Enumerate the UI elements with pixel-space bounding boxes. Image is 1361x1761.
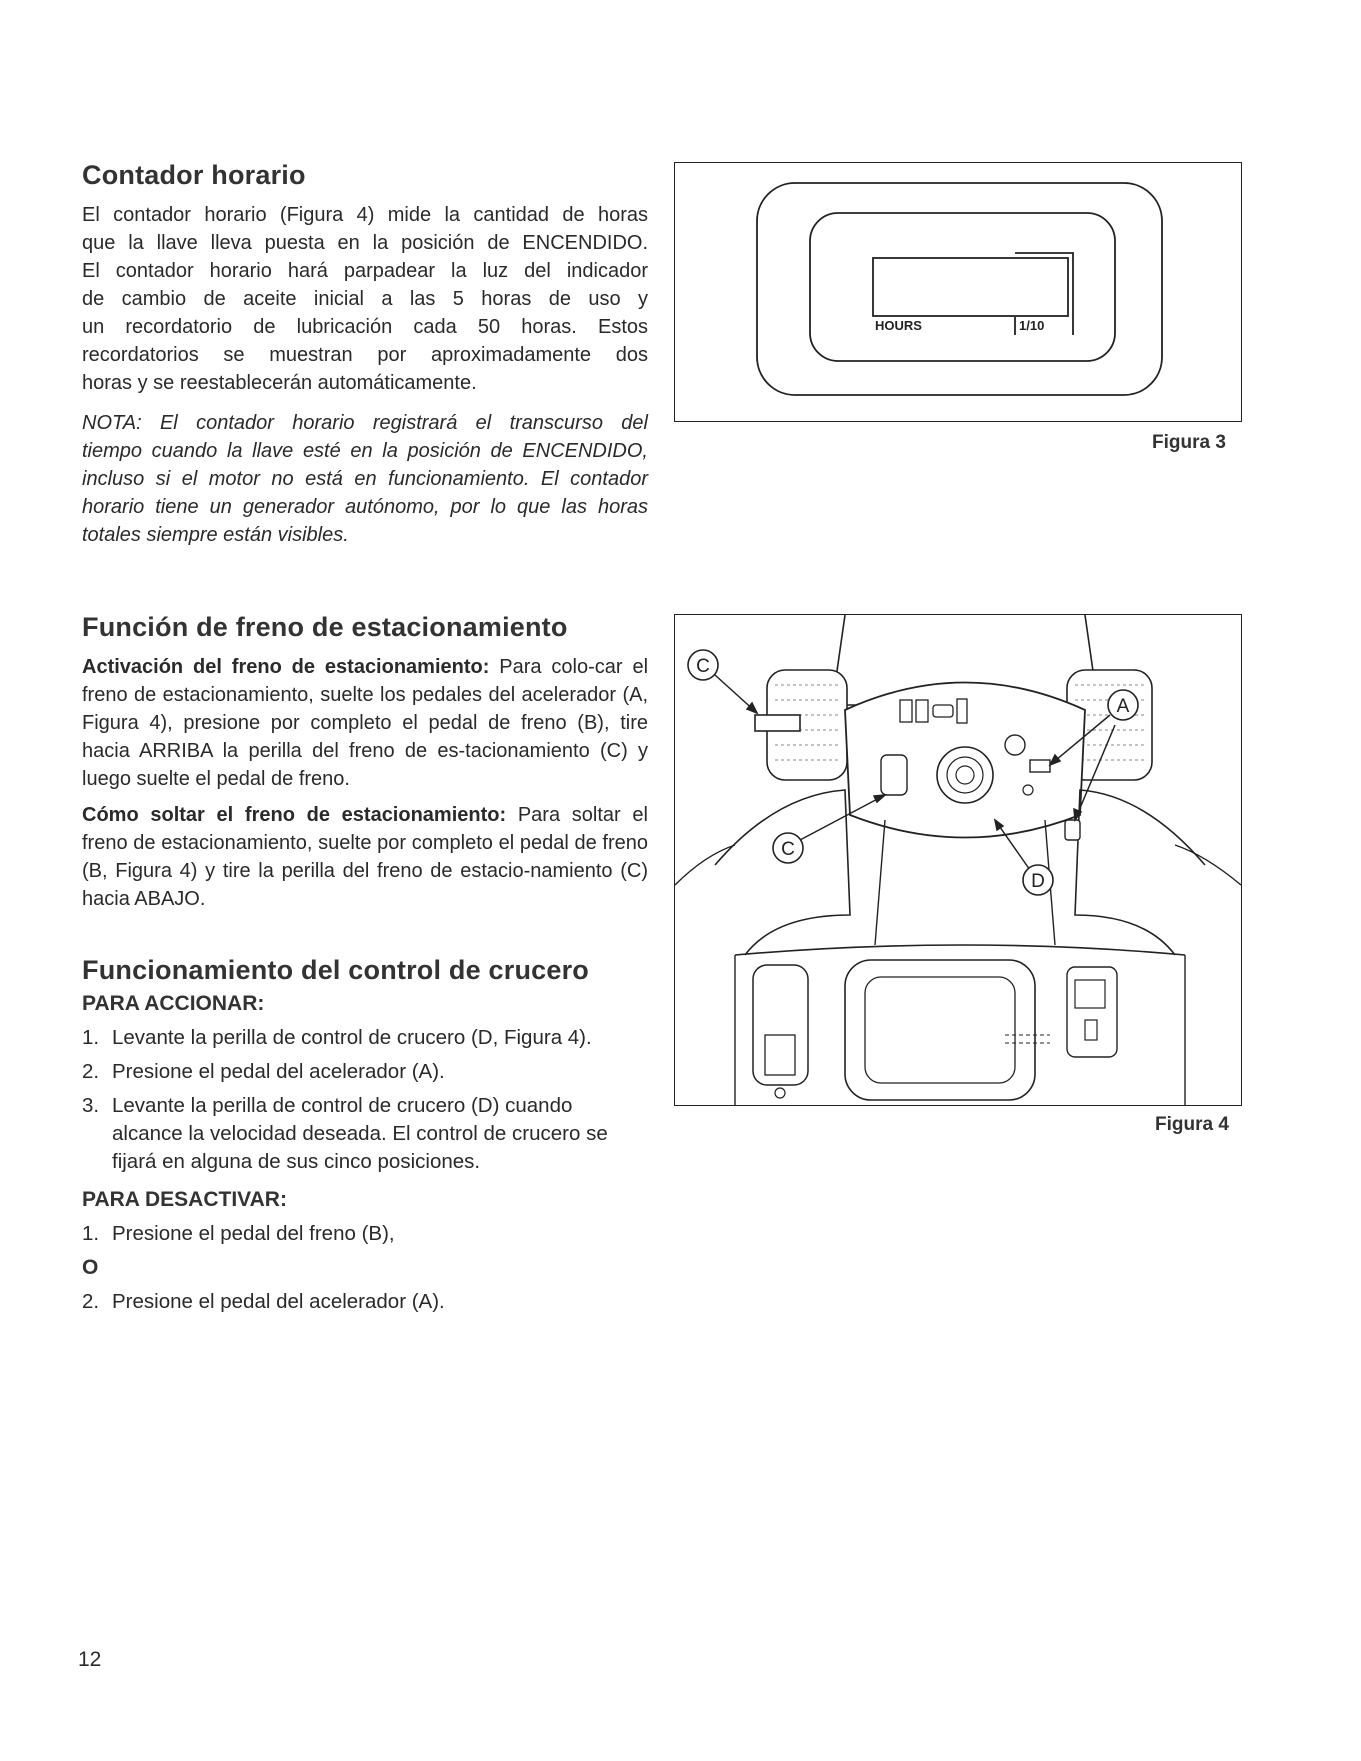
paragraph-line: un recordatorio de lubricación cada 50 horas. Estos	[82, 316, 648, 338]
hour-meter-illustration	[675, 163, 1241, 421]
tractor-controls-illustration	[675, 615, 1241, 1105]
section-heading: Funcionamiento del control de crucero	[82, 955, 589, 985]
activation-text: Para colo-car el freno de estacionamiento, suelte los pedales del acelerador (A, Figura 4), presione por completo el pedal de freno (B), tire hacia ARRIBA la perilla del freno de es-tacionamiento (C) y luego suelte el pedal de freno.	[82, 656, 649, 790]
or-separator: O	[82, 1256, 99, 1279]
section-hour-meter	[82, 160, 648, 549]
paragraph-line: horas y se reestablecerán automáticamente.	[82, 372, 477, 394]
engage-heading: PARA ACCIONAR:	[82, 992, 265, 1015]
figure-4-controls	[674, 614, 1242, 1106]
list-item: 2. Presione el pedal del acelerador (A).	[82, 1060, 445, 1083]
note-line: NOTA: El contador horario registrará el transcurso del	[82, 412, 648, 434]
page-number: 12	[78, 1648, 102, 1671]
list-item: 3. Levante la perilla de control de crucero (D) cuando alcance la velocidad deseada. El control de crucero se fijará en alguna de sus cinco posiciones.	[82, 1094, 608, 1173]
release-text: Para soltar el freno de estacionamiento, suelte por completo el pedal de freno (B, Figura 4) y tire la perilla del freno de estacio-namiento (C) hacia ABAJO.	[82, 804, 648, 910]
tenths-label: 1/10	[1019, 318, 1045, 333]
activation-paragraph	[82, 653, 648, 793]
note-line: incluso si el motor no está en funcionamiento. El contador	[82, 468, 648, 490]
hours-label: HOURS	[875, 318, 922, 333]
note-line: horario tiene un generador autónomo, por lo que las horas	[82, 496, 648, 518]
paragraph-line: que la llave lleva puesta en la posición de ENCENDIDO.	[82, 232, 648, 254]
release-label: Cómo soltar el freno de estacionamiento:	[82, 804, 507, 826]
callout-c-label: C	[781, 839, 795, 860]
note-line: tiempo cuando la llave esté en la posición de ENCENDIDO,	[82, 440, 648, 462]
figure-3-hour-meter	[674, 162, 1242, 422]
paragraph-line: El contador horario hará parpadear la luz del indicador	[82, 260, 648, 282]
paragraph-line: recordatorios se muestran por aproximadamente dos	[82, 344, 648, 366]
list-item: 1. Presione el pedal del freno (B),	[82, 1222, 395, 1245]
section-parking-brake	[82, 612, 648, 913]
section-heading: Función de freno de estacionamiento	[82, 612, 568, 642]
paragraph-line: de cambio de aceite inicial a las 5 horas de uso y	[82, 288, 648, 310]
figure-3-caption: Figura 3	[1152, 432, 1226, 453]
note-line: totales siempre están visibles.	[82, 524, 349, 546]
figure-4-caption: Figura 4	[1155, 1114, 1229, 1135]
list-item: 1. Levante la perilla de control de crucero (D, Figura 4).	[82, 1026, 592, 1049]
callout-c-label: C	[696, 656, 710, 677]
callout-d-label: D	[1031, 871, 1045, 892]
activation-label: Activación del freno de estacionamiento:	[82, 656, 490, 678]
callout-a-label: A	[1116, 696, 1130, 717]
section-heading: Contador horario	[82, 160, 306, 190]
disengage-heading: PARA DESACTIVAR:	[82, 1188, 287, 1211]
paragraph-line: El contador horario (Figura 4) mide la cantidad de horas	[82, 204, 648, 226]
release-paragraph	[82, 801, 648, 913]
section-cruise-control	[82, 955, 648, 1316]
list-item: 2. Presione el pedal del acelerador (A).	[82, 1290, 445, 1313]
